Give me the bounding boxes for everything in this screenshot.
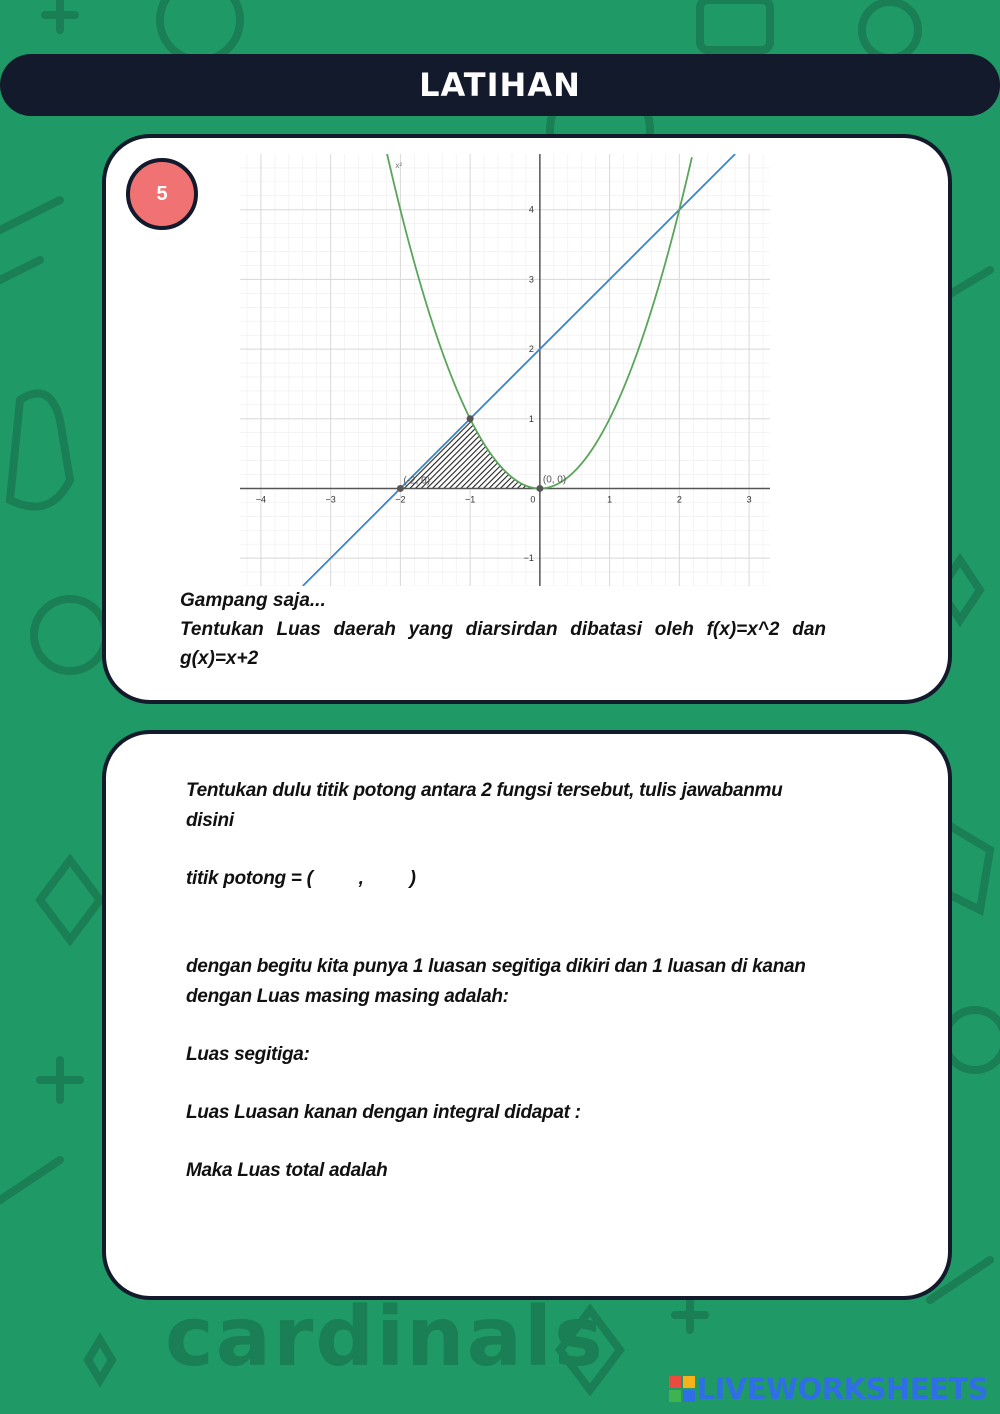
intersection-point: [467, 415, 474, 422]
y-tick-label: 2: [528, 344, 534, 355]
line-g: [303, 154, 735, 586]
liveworksheets-text: LIVEWORKSHEETS: [696, 1372, 988, 1406]
right-area-label: Luas Luasan kanan dengan integral didapat :: [186, 1102, 581, 1123]
total-area-label: Maka Luas total adalah: [186, 1160, 388, 1181]
question-card: [102, 134, 952, 704]
x-tick-label: 0: [530, 494, 536, 505]
x-tick-label: −3: [325, 494, 336, 505]
cardinals-watermark: cardinals: [165, 1290, 605, 1385]
question-number-badge: [126, 158, 198, 230]
answer-instruction-2: disini: [186, 810, 234, 831]
liveworksheets-logo-icon: [669, 1376, 695, 1402]
answer-card: [102, 730, 952, 1300]
question-intro: Gampang saja...: [180, 590, 326, 611]
question-line-1: Tentukan Luas daerah yang diarsirdan dibatasi oleh f(x)=x^2 dan: [180, 619, 826, 640]
curve-label: x²: [395, 161, 403, 170]
liveworksheets-brand: [669, 1372, 988, 1406]
y-tick-label: 3: [528, 274, 534, 285]
y-tick-label: 1: [528, 413, 534, 424]
point-label-origin: (0, 0): [542, 474, 567, 486]
answer-explanation-2: dengan Luas masing masing adalah:: [186, 986, 509, 1007]
x-tick-label: 3: [746, 494, 752, 505]
answer-explanation-1: dengan begitu kita punya 1 luasan segitiga dikiri dan 1 luasan di kanan: [186, 956, 806, 977]
intersection-row: [186, 864, 846, 894]
x-tick-label: −1: [464, 494, 476, 505]
question-line-2: g(x)=x+2: [180, 648, 259, 669]
point-label-left: (-2, 0): [403, 475, 431, 487]
x-tick-label: 2: [676, 494, 682, 505]
triangle-area-label: Luas segitiga:: [186, 1044, 310, 1065]
question-text: [180, 586, 826, 673]
intersection-comma: ,: [358, 868, 364, 889]
answer-instruction-1: Tentukan dulu titik potong antara 2 fungsi tersebut, tulis jawabanmu: [186, 780, 783, 801]
function-graph: [240, 154, 770, 586]
y-tick-label: 4: [528, 204, 534, 215]
title-bar: [0, 54, 1000, 116]
x-tick-label: −2: [395, 494, 406, 505]
intersection-label: titik potong = (: [186, 868, 313, 889]
answer-text: [186, 776, 846, 1186]
x-tick-label: −4: [255, 494, 267, 505]
intersection-point: [536, 485, 543, 492]
y-tick-label: −1: [523, 553, 534, 564]
question-number: 5: [156, 182, 168, 205]
intersection-close: ): [409, 868, 416, 889]
page-title: LATIHAN: [419, 66, 581, 104]
x-tick-label: 1: [607, 494, 613, 505]
